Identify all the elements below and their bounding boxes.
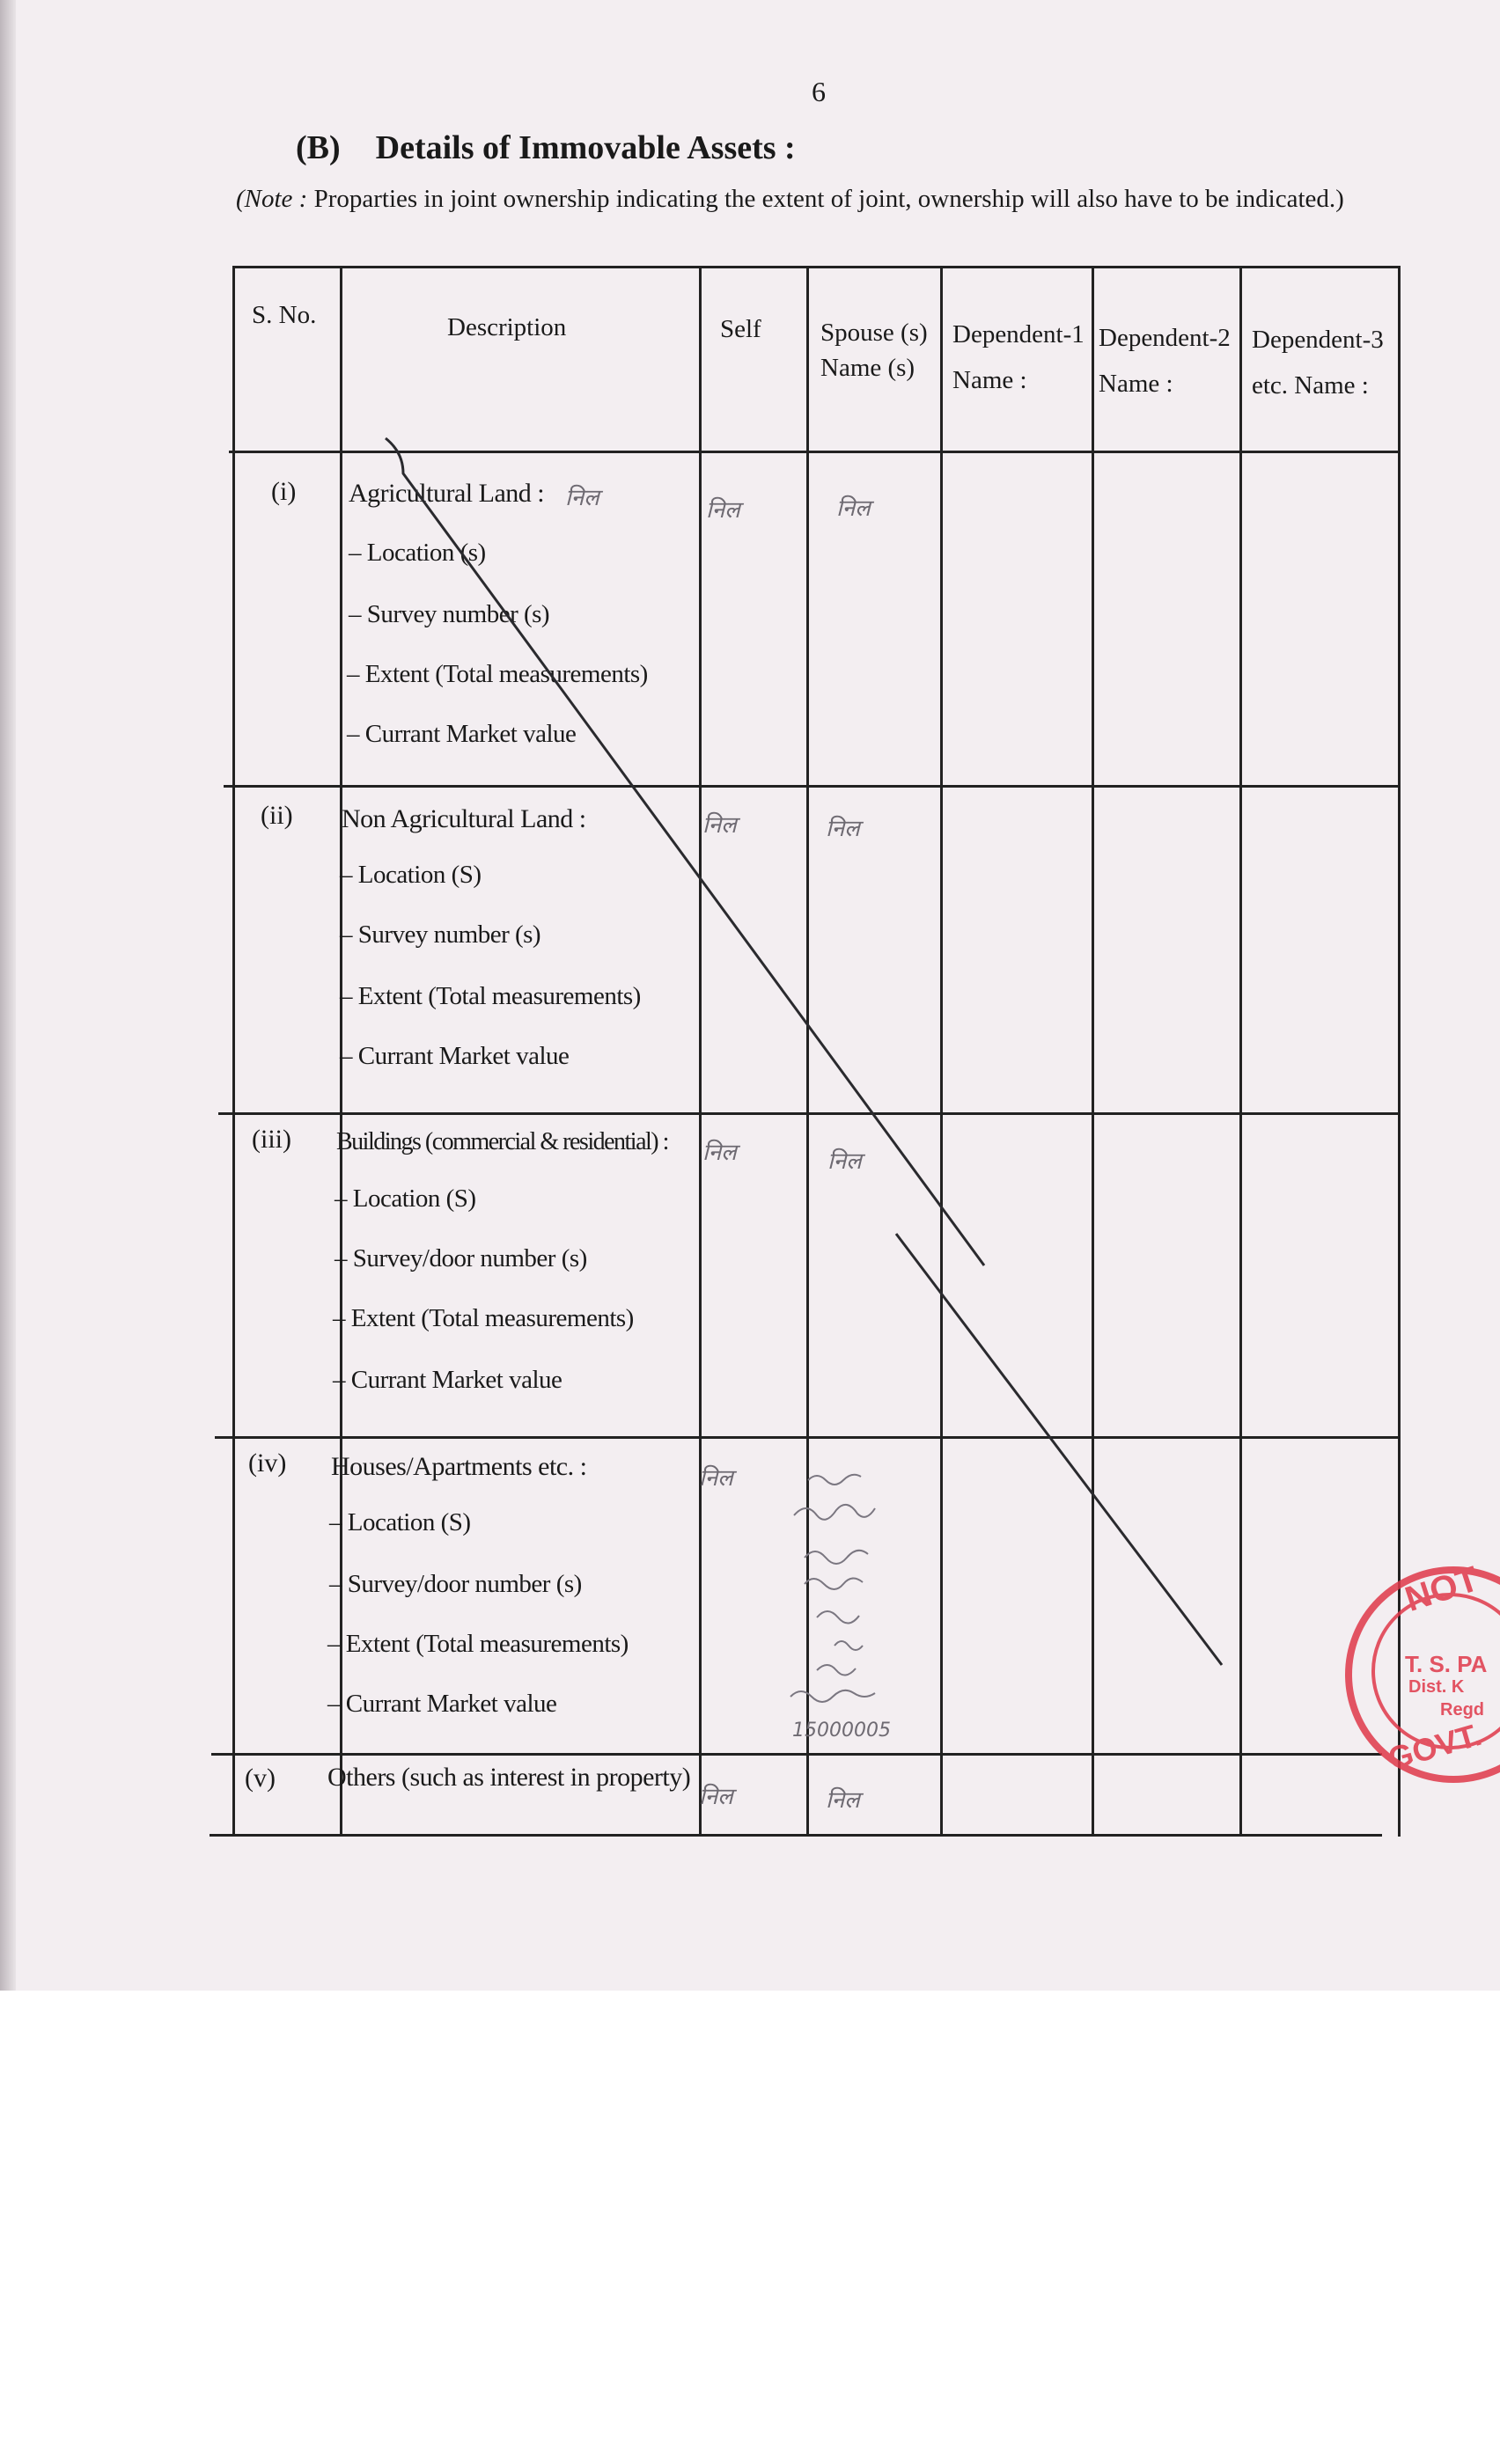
row-3-item-4: – Currant Market value bbox=[333, 1366, 562, 1394]
row-1-item-1: – Location (s) bbox=[349, 539, 486, 567]
row-5-sno: (v) bbox=[245, 1764, 276, 1793]
row-4-item-2: – Survey/door number (s) bbox=[329, 1570, 582, 1598]
row-5-spouse-handwritten: निल bbox=[826, 1787, 860, 1814]
row-2-self-handwritten: निल bbox=[702, 812, 737, 839]
row-5-category: Others (such as interest in property) bbox=[327, 1763, 691, 1792]
row-3-sno: (iii) bbox=[252, 1125, 291, 1154]
header-self: Self bbox=[720, 315, 761, 343]
row-1-item-3: – Extent (Total measurements) bbox=[347, 660, 648, 688]
row-4-item-4: – Currant Market value bbox=[327, 1690, 557, 1718]
row-1-category: Agricultural Land : bbox=[349, 479, 545, 508]
header-spouse: Spouse (s) Name (s) bbox=[820, 319, 928, 382]
row-2-item-1: – Location (S) bbox=[340, 861, 482, 889]
strike-through-lines bbox=[210, 266, 1400, 1837]
section-title: Details of Immovable Assets : bbox=[375, 129, 796, 166]
row-3-item-1: – Location (S) bbox=[335, 1184, 476, 1213]
section-note bbox=[236, 181, 1380, 216]
row-3-item-3: – Extent (Total measurements) bbox=[333, 1304, 634, 1332]
seal-top-text: NOT bbox=[1401, 1559, 1484, 1619]
row-3-category: Buildings (commercial & residential) : bbox=[336, 1128, 668, 1155]
row-4-item-1: – Location (S) bbox=[329, 1508, 471, 1536]
row-1-self-handwritten: निल bbox=[706, 497, 740, 524]
seal-line-3: Regd bbox=[1440, 1700, 1484, 1720]
row-1-item-2: – Survey number (s) bbox=[349, 600, 550, 628]
row-3-spouse-handwritten: निल bbox=[827, 1148, 862, 1175]
seal-line-1: T. S. PA bbox=[1405, 1651, 1488, 1677]
row-4-item-3: – Extent (Total measurements) bbox=[327, 1630, 629, 1658]
section-heading bbox=[296, 128, 796, 167]
header-dependent-1: Dependent-1 Name : bbox=[952, 320, 1085, 394]
immovable-assets-table bbox=[210, 266, 1400, 1837]
row-1-desc-handwritten: निल bbox=[565, 485, 599, 511]
seal-bottom-text: GOVT. bbox=[1384, 1715, 1486, 1778]
row-2-sno: (ii) bbox=[261, 801, 293, 830]
row-3-item-2: – Survey/door number (s) bbox=[335, 1244, 587, 1272]
row-2-item-2: – Survey number (s) bbox=[340, 920, 541, 949]
seal-line-2: Dist. K bbox=[1408, 1677, 1465, 1697]
note-label: (Note : bbox=[236, 185, 308, 213]
row-4-self-handwritten: निल bbox=[699, 1465, 733, 1492]
row-4-category: Houses/Apartments etc. : bbox=[331, 1452, 587, 1481]
header-sno: S. No. bbox=[252, 301, 317, 329]
row-4-spouse-market-value: 15000005 bbox=[792, 1720, 891, 1742]
page-number: 6 bbox=[812, 76, 826, 107]
section-letter: (B) bbox=[296, 129, 341, 166]
header-dependent-2: Dependent-2 Name : bbox=[1099, 324, 1231, 398]
row-2-item-3: – Extent (Total measurements) bbox=[340, 982, 641, 1010]
row-2-item-4: – Currant Market value bbox=[340, 1042, 570, 1070]
row-5-self-handwritten: निल bbox=[699, 1784, 733, 1810]
note-text: Proparties in joint ownership indicating the extent of joint, ownership will also have to be indicated.) bbox=[313, 185, 1344, 213]
row-2-spouse-handwritten: निल bbox=[826, 816, 860, 842]
row-1-spouse-handwritten: निल bbox=[836, 495, 871, 522]
row-2-category: Non Agricultural Land : bbox=[342, 804, 586, 833]
row-1-item-4: – Currant Market value bbox=[347, 720, 577, 748]
row-3-self-handwritten: निल bbox=[702, 1140, 737, 1166]
header-dependent-3: Dependent-3 etc. Name : bbox=[1252, 326, 1384, 400]
header-description: Description bbox=[447, 313, 567, 341]
row-1-sno: (i) bbox=[271, 477, 297, 506]
row-4-sno: (iv) bbox=[248, 1448, 287, 1478]
